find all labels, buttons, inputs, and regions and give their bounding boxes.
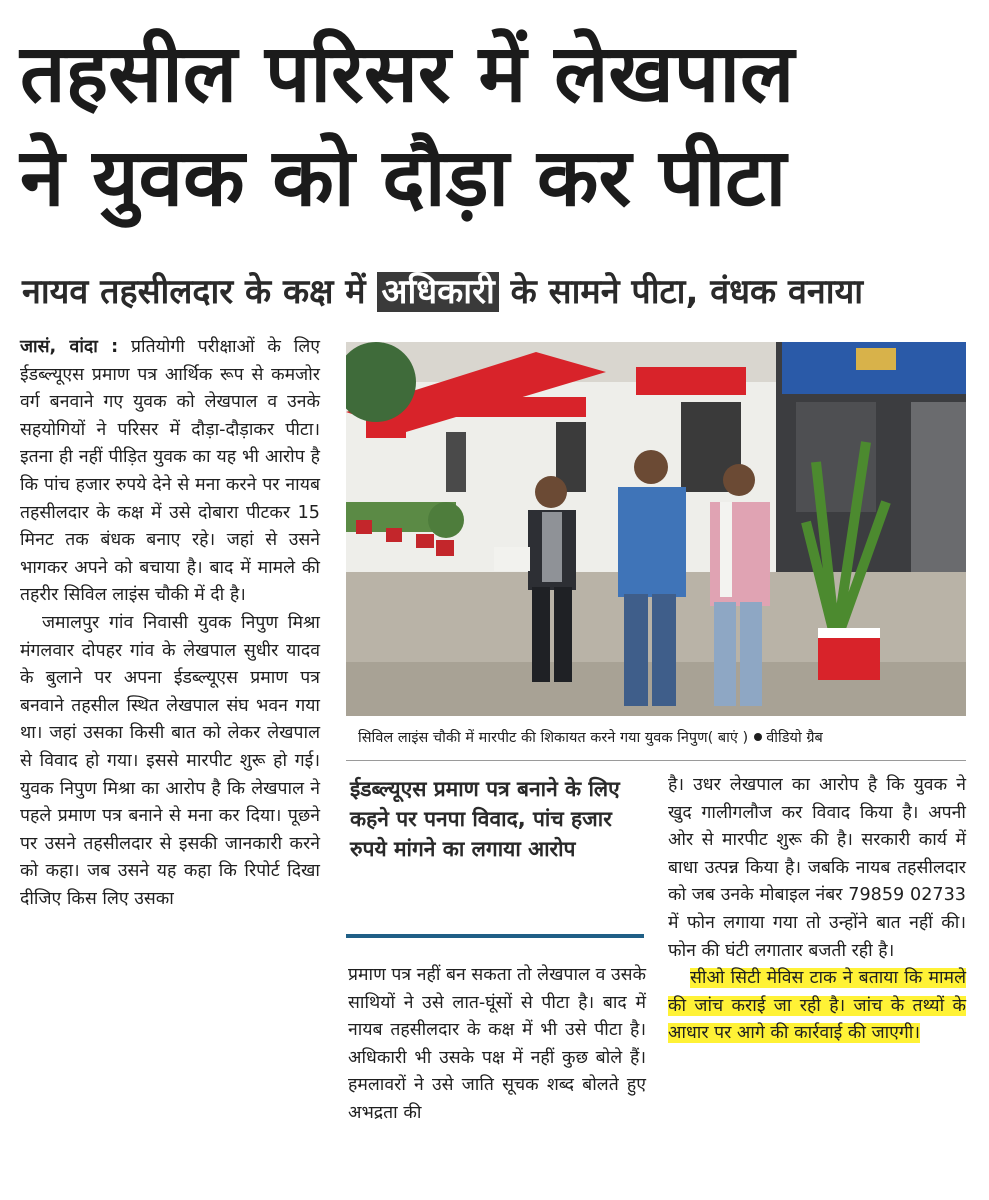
photo-caption [358, 728, 964, 748]
news-photo [346, 342, 966, 716]
article-paragraph-1-body: प्रतियोगी परीक्षाओं के लिए ईडब्ल्यूएस प्रमाण पत्र आर्थिक रूप से कमजोर वर्ग बनवाने गए युवक को लेखपाल व उनके सहयोगियों ने परिसर में दौड़ा-दौड़ाकर पीटा। इतना ही नहीं पीड़ित युवक का यह भी आरोप है कि पांच हजार रुपये देने से मना करने पर नायब तहसीलदार के कक्ष में उसे दोबारा पीटकर 15 मिनट तक बंधक बनाए रहे। जहां से उसने भागकर अपने को बचाया है। बाद में मामले की तहरीर सिविल लाइंस चौकी में दी है। [20, 337, 320, 606]
photo-credit: वीडियो ग्रैब [766, 730, 823, 746]
photo-illustration [346, 342, 966, 716]
subheadline [22, 268, 972, 316]
article-column-left [20, 334, 320, 913]
bullet-icon [754, 733, 762, 741]
article-paragraph-5 [668, 965, 966, 1048]
headline-line-1: तहसील परिसर में लेखपाल [20, 27, 795, 120]
article-paragraph-3: प्रमाण पत्र नहीं बन सकता तो लेखपाल व उसके साथियों ने उसे लात-घूंसों से पीटा है। बाद में नायब तहसीलदार के कक्ष में भी उसे पीटा है। अधिकारी भी उसके पक्ष में नहीं कुछ बोले हैं। हमलावरों ने उसे जाति सूचक शब्द बोलते हुए अभद्रता की [348, 965, 646, 1123]
pull-quote: ईडब्ल्यूएस प्रमाण पत्र बनाने के लिए कहने पर पनपा विवाद, पांच हजार रुपये मांगने का लगाया आरोप [350, 777, 620, 861]
article-column-middle [348, 962, 646, 1128]
subheadline-before: नायव तहसीलदार के कक्ष में [22, 272, 378, 312]
highlighted-statement: सीओ सिटी मेविस टाक ने बताया कि मामले की जांच कराई जा रही है। जांच के तथ्यों के आधार पर आगे की कार्रवाई की जाएगी। [668, 968, 966, 1044]
headline [20, 22, 970, 230]
divider [346, 760, 966, 761]
article-paragraph-2: जमालपुर गांव निवासी युवक निपुण मिश्रा मंगलवार दोपहर गांव के लेखपाल सुधीर यादव के बुलाने पर अपना ईडब्ल्यूएस प्रमाण पत्र बनवाने तहसील स्थित लेखपाल संघ भवन गया था। जहां उसका किसी बात को लेकर लेखपाल से विवाद हो गया। इससे मारपीट शुरू हो गई। युवक निपुण मिश्रा का आरोप है कि लेखपाल ने पहले प्रमाण पत्र बनाने से मना कर दिया। पूछने पर उसने तहसीलदार से इसकी जानकारी करने को कहा। जब उसने यह कहा कि रिपोर्ट दिखा दीजिए किस लिए उसका [20, 612, 320, 909]
article-column-right [668, 772, 966, 1048]
dateline: जासं, वांदा : [20, 337, 119, 357]
article-paragraph-4: है। उधर लेखपाल का आरोप है कि युवक ने खुद गालीगलौज कर विवाद किया है। अपनी ओर से मारपीट शुरू की है। सरकारी कार्य में बाधा उत्पन्न किया है। जबकि नायब तहसीलदार को जब उनके मोबाइल नंबर 79859 02733 में फोन लगाया गया तो उन्होंने बात नहीं की। फोन की घंटी लगातार बजती रही है। [668, 775, 966, 961]
article-paragraph-1 [20, 334, 320, 610]
headline-line-2: ने युवक को दौड़ा कर पीटा [20, 131, 787, 224]
photo-caption-text: सिविल लाइंस चौकी में मारपीट की शिकायत करने गया युवक निपुण( बाएं ) [358, 730, 749, 746]
pull-quote-rule [346, 934, 644, 938]
subheadline-highlighted-word: अधिकारी [377, 272, 498, 312]
subheadline-after: के सामने पीटा, वंधक वनाया [498, 272, 864, 312]
